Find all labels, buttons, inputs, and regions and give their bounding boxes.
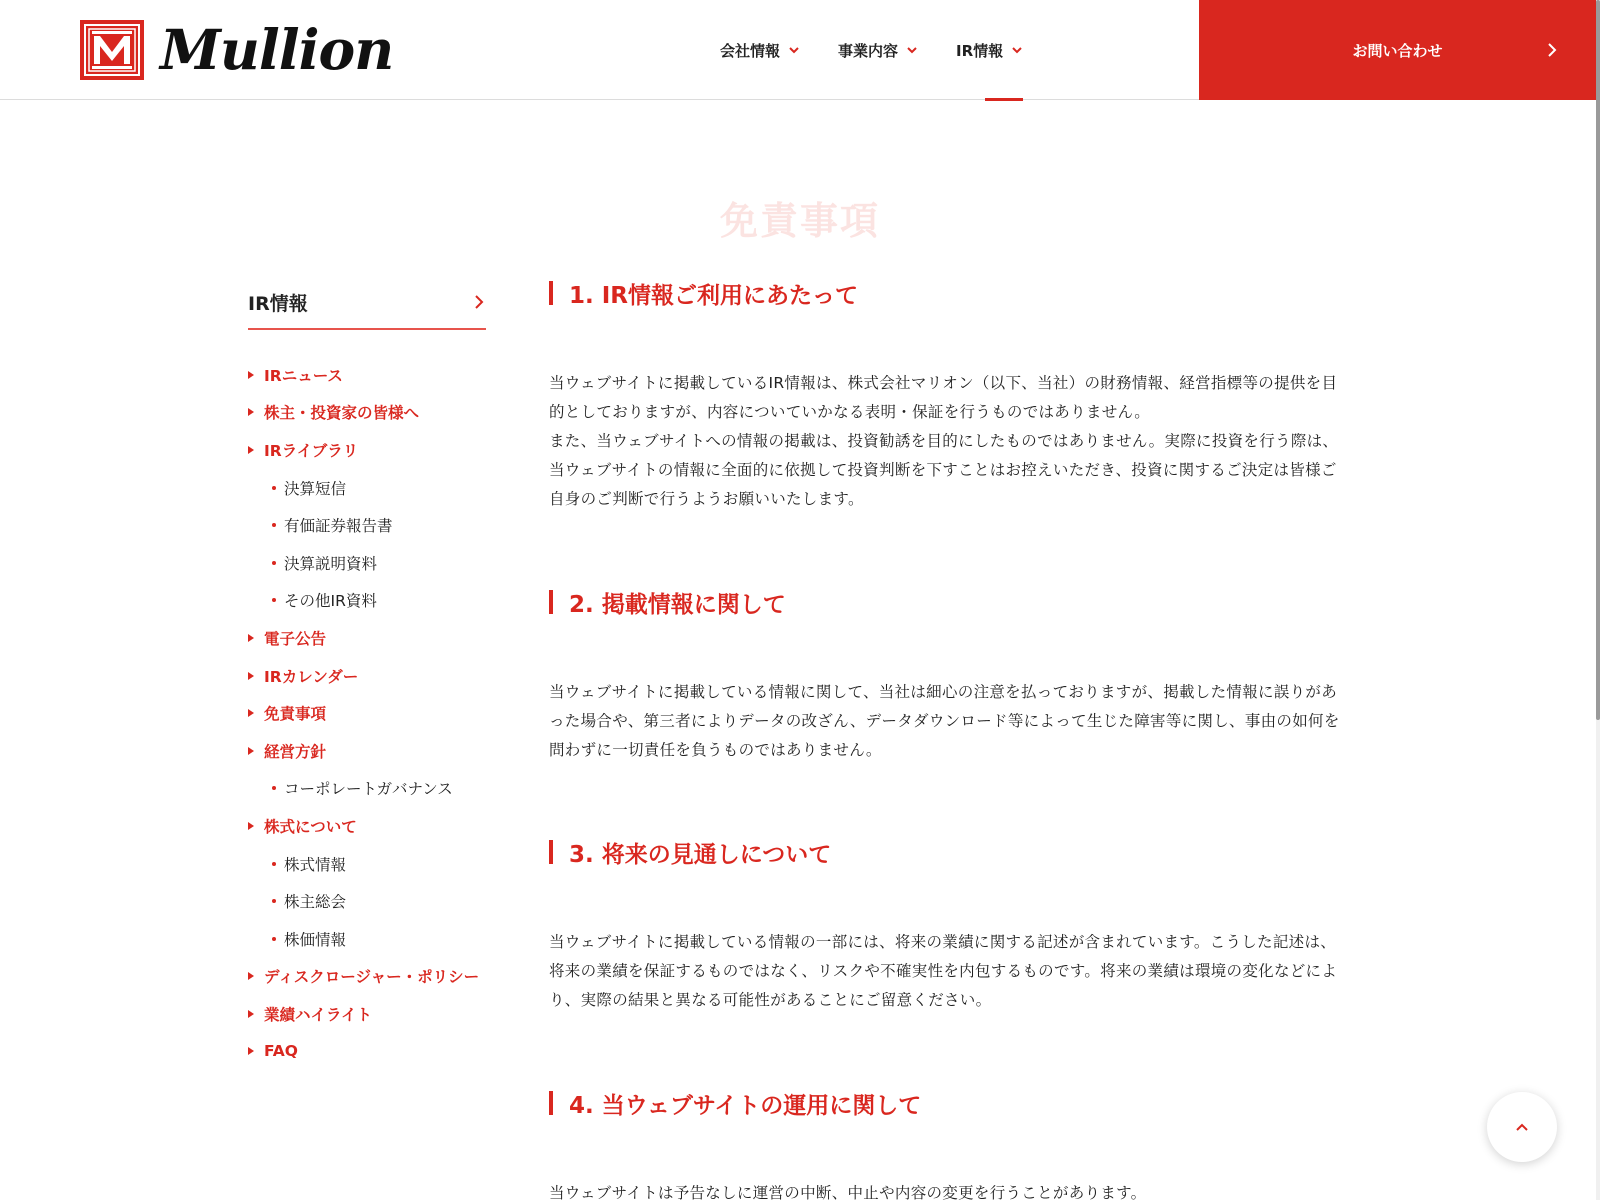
chevron-right-icon — [474, 294, 484, 310]
sidebar-item-e-notice[interactable] — [248, 619, 486, 657]
sidebar-item-label: 電子公告 — [264, 629, 327, 648]
sidebar-item-faq[interactable] — [248, 1033, 486, 1071]
sidebar-item-label: 有価証券報告書 — [284, 517, 393, 536]
sidebar-item-label: 株式について — [264, 817, 357, 836]
body-line: 当ウェブサイトの情報に全面的に依拠して投資判断を下すことはお控えいただき、投資に関するご決定は皆様ご — [549, 461, 1337, 479]
sidebar-item-ir-library[interactable] — [248, 431, 486, 469]
sidebar-item-label: IRカレンダー — [264, 667, 359, 686]
sidebar-item-label: 株式情報 — [284, 855, 347, 874]
sidebar-item-label: 経営方針 — [264, 742, 327, 761]
nav-company-info[interactable] — [720, 0, 800, 100]
global-nav — [720, 0, 1023, 100]
brand-name: Mullion — [160, 17, 394, 82]
heading-bar — [549, 1091, 553, 1115]
sidebar-item-policy[interactable] — [248, 732, 486, 770]
triangle-bullet-icon — [248, 1010, 254, 1018]
body-line: 的としておりますが、内容についていかなる表明・保証を行うものではありません。 — [549, 403, 1151, 421]
section-heading — [549, 1082, 1349, 1124]
section-body — [549, 1179, 1349, 1200]
body-line: 自身のご判断で行うようお願いいたします。 — [549, 490, 864, 508]
sidebar-title-link[interactable] — [248, 276, 486, 330]
dot-bullet-icon — [272, 786, 276, 790]
triangle-bullet-icon — [248, 672, 254, 680]
sidebar-item-label: 株価情報 — [284, 930, 347, 949]
body-line: り、実際の結果と異なる可能性があることにご留意ください。 — [549, 991, 992, 1009]
section-body — [549, 928, 1349, 1015]
heading-bar — [549, 840, 553, 864]
dot-bullet-icon — [272, 899, 276, 903]
section-ir-usage — [549, 272, 1349, 514]
dot-bullet-icon — [272, 523, 276, 527]
sidebar-title: IR情報 — [248, 292, 308, 315]
nav-label: 会社情報 — [720, 41, 781, 60]
sidebar-item-ir-calendar[interactable] — [248, 657, 486, 695]
heading-bar — [549, 281, 553, 305]
dot-bullet-icon — [272, 561, 276, 565]
section-body — [549, 369, 1349, 514]
sidebar-item-label: IRニュース — [264, 366, 343, 385]
nav-label: 事業内容 — [838, 41, 899, 60]
sidebar-subitem-other-ir[interactable] — [248, 582, 486, 620]
heading-bar — [549, 590, 553, 614]
contact-button[interactable] — [1199, 0, 1596, 100]
sidebar-item-ir-news[interactable] — [248, 356, 486, 394]
section-heading-text: 4. 当ウェブサイトの運用に関して — [569, 1092, 922, 1119]
triangle-bullet-icon — [248, 822, 254, 830]
sidebar-item-label: その他IR資料 — [284, 592, 377, 611]
dot-bullet-icon — [272, 862, 276, 866]
triangle-bullet-icon — [248, 1047, 254, 1055]
nav-label: IR情報 — [956, 41, 1004, 60]
contact-label: お問い合わせ — [1352, 41, 1443, 60]
dot-bullet-icon — [272, 486, 276, 490]
triangle-bullet-icon — [248, 408, 254, 416]
nav-business[interactable] — [838, 0, 918, 100]
sidebar-item-label: FAQ — [264, 1042, 298, 1061]
body-line: 当ウェブサイトに掲載している情報の一部には、将来の業績に関する記述が含まれています。こうした記述は、 — [549, 933, 1337, 951]
back-to-top-button[interactable] — [1487, 1092, 1557, 1162]
body-line: 当ウェブサイトは予告なしに運営の中断、中止や内容の変更を行うことがあります。 — [549, 1184, 1147, 1200]
section-forward-looking — [549, 831, 1349, 1015]
sidebar-item-disclosure-policy[interactable] — [248, 958, 486, 996]
ir-sidebar — [248, 276, 486, 1070]
sidebar-subitem-shareholders-meeting[interactable] — [248, 882, 486, 920]
triangle-bullet-icon — [248, 747, 254, 755]
sidebar-item-label: 株主総会 — [284, 893, 347, 912]
sidebar-subitem-stock-info[interactable] — [248, 845, 486, 883]
section-heading — [549, 581, 1349, 623]
site-logo[interactable] — [80, 17, 394, 82]
sidebar-item-label: 業績ハイライト — [264, 1005, 373, 1024]
section-heading-text: 2. 掲載情報に関して — [569, 591, 786, 618]
triangle-bullet-icon — [248, 371, 254, 379]
section-posted-info — [549, 581, 1349, 765]
triangle-bullet-icon — [248, 446, 254, 454]
sidebar-subitem-securities-report[interactable] — [248, 506, 486, 544]
chevron-right-icon — [1546, 43, 1558, 57]
section-heading-text: 3. 将来の見通しについて — [569, 841, 832, 868]
section-heading — [549, 272, 1349, 314]
triangle-bullet-icon — [248, 709, 254, 717]
triangle-bullet-icon — [248, 972, 254, 980]
triangle-bullet-icon — [248, 634, 254, 642]
dot-bullet-icon — [272, 937, 276, 941]
sidebar-subitem-briefing[interactable] — [248, 544, 486, 582]
page-title: 免責事項 — [719, 199, 880, 243]
body-line: また、当ウェブサイトへの情報の掲載は、投資勧誘を目的にしたものではありません。実際に投資を行う際は、 — [549, 432, 1339, 450]
section-heading-text: 1. IR情報ご利用にあたって — [569, 282, 859, 309]
chevron-down-icon — [906, 44, 918, 56]
site-header — [0, 0, 1600, 100]
sidebar-subitem-tanshin[interactable] — [248, 469, 486, 507]
chevron-down-icon — [788, 44, 800, 56]
section-body — [549, 678, 1349, 765]
body-line: った場合や、第三者によりデータの改ざん、データダウンロード等によって生じた障害等に関し、事由の如何を — [549, 712, 1340, 730]
sidebar-item-label: 決算短信 — [284, 479, 347, 498]
logo-mark-icon — [80, 20, 144, 80]
sidebar-item-label: コーポレートガバナンス — [284, 780, 453, 799]
body-line: 将来の業績を保証するものではなく、リスクや不確実性を内包するものです。将来の業績は環境の変化などによ — [549, 962, 1338, 980]
sidebar-item-disclaimer[interactable] — [248, 694, 486, 732]
sidebar-item-label: ディスクロージャー・ポリシー — [264, 968, 480, 987]
nav-ir-info[interactable] — [956, 0, 1023, 100]
sidebar-item-message[interactable] — [248, 394, 486, 432]
page-scrollbar[interactable] — [1596, 0, 1600, 1200]
sidebar-item-label: IRライブラリ — [264, 441, 359, 460]
sidebar-item-highlights[interactable] — [248, 995, 486, 1033]
sidebar-item-stock[interactable] — [248, 807, 486, 845]
sidebar-subitem-stock-price[interactable] — [248, 920, 486, 958]
chevron-down-icon — [1011, 44, 1023, 56]
section-site-operation — [549, 1082, 1349, 1200]
scrollbar-thumb[interactable] — [1596, 0, 1600, 720]
chevron-up-icon — [1515, 1122, 1529, 1132]
sidebar-item-label: 決算説明資料 — [284, 554, 378, 573]
dot-bullet-icon — [272, 598, 276, 602]
body-line: 当ウェブサイトに掲載しているIR情報は、株式会社マリオン（以下、当社）の財務情報、経営指標等の提供を目 — [549, 374, 1338, 392]
section-heading — [549, 831, 1349, 873]
body-line: 当ウェブサイトに掲載している情報に関して、当社は細心の注意を払っておりますが、掲載した情報に誤りがあ — [549, 683, 1337, 701]
sidebar-list — [248, 356, 486, 1070]
sidebar-subitem-governance[interactable] — [248, 770, 486, 808]
sidebar-item-label: 免責事項 — [264, 705, 327, 724]
body-line: 問わずに一切責任を負うものではありません。 — [549, 741, 882, 759]
sidebar-item-label: 株主・投資家の皆様へ — [264, 404, 420, 423]
